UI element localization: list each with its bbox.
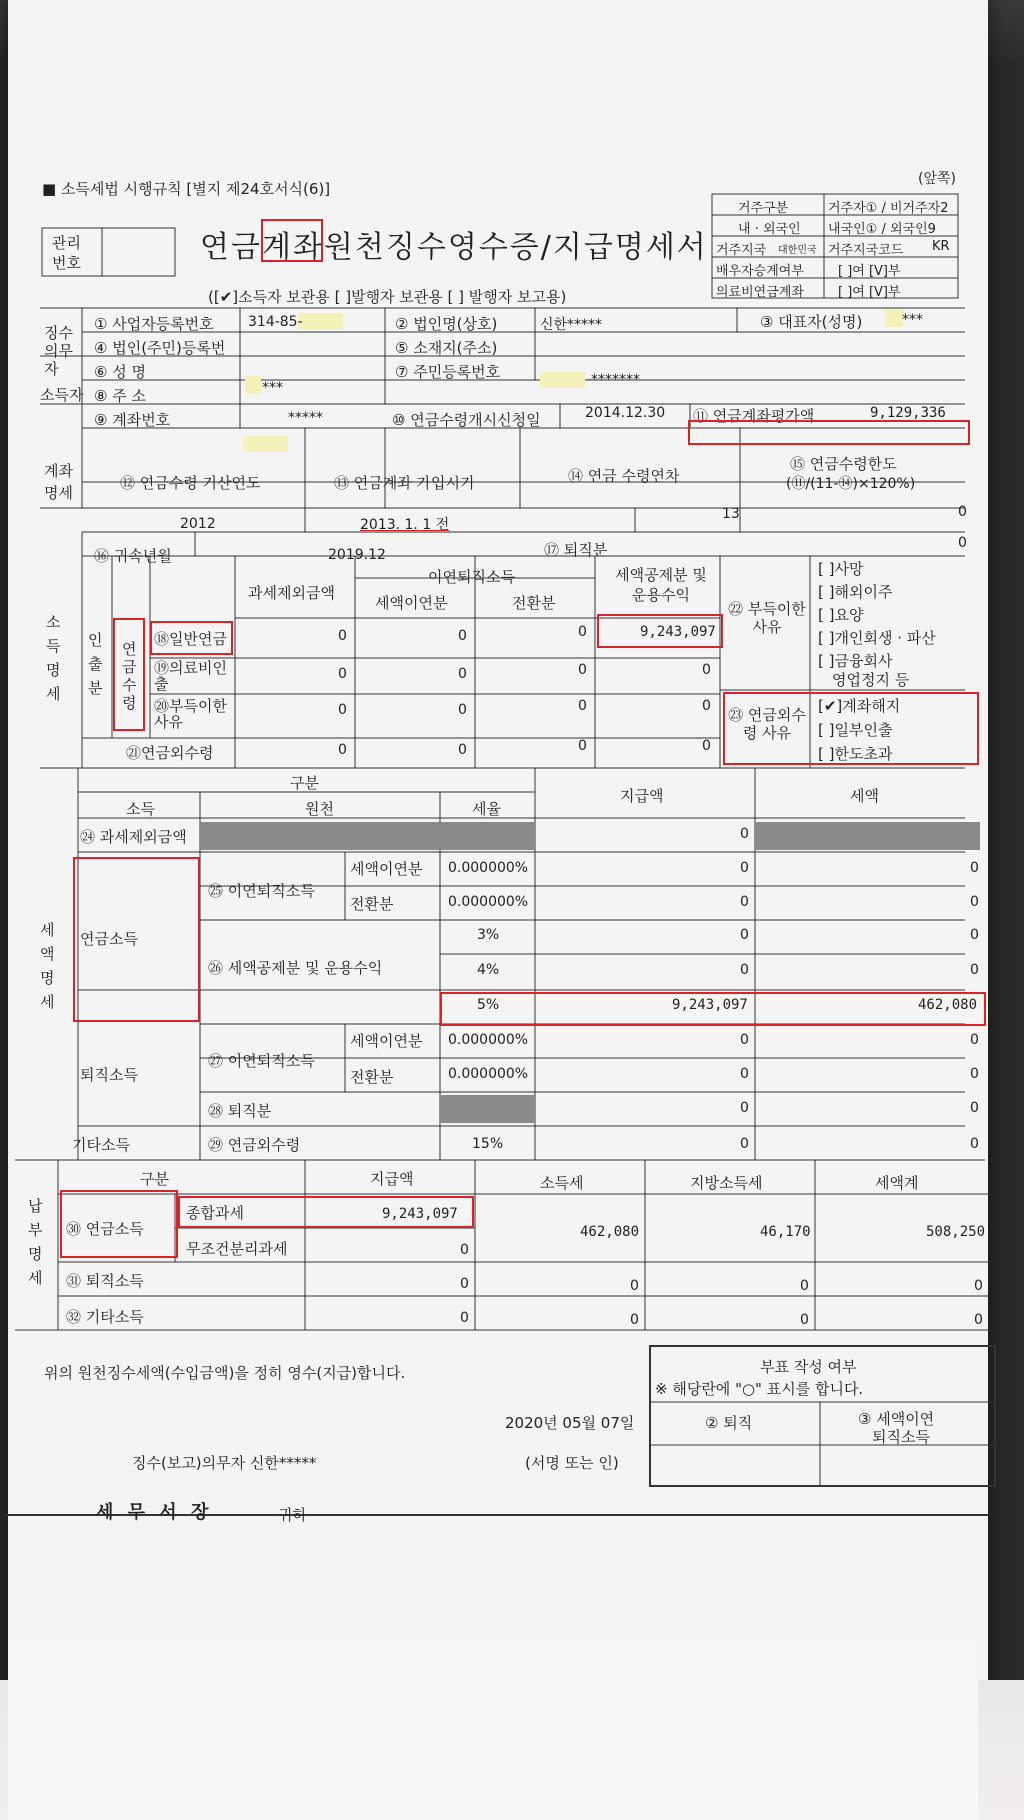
residency-value: 거주자① / 비거주자2 — [828, 201, 949, 216]
pension-receipt-label: 연금수령 — [122, 640, 137, 712]
cell-value: 0 — [702, 698, 711, 714]
cell-rate: 0.000000% — [448, 894, 529, 910]
cell-value: 0 — [970, 860, 979, 876]
cell-value: 462,080 — [918, 997, 978, 1013]
country-code-value: KR — [932, 239, 950, 254]
cell-value: 0 — [970, 1032, 979, 1048]
sub-comprehensive-tax: 종합과세 — [186, 1204, 244, 1222]
country-code-label: 거주지국코드 — [828, 243, 904, 258]
cell-value: 0 — [740, 894, 749, 910]
withdrawal-label: 인출분 — [88, 631, 103, 697]
eval-amount-value: 9,129,336 — [870, 405, 946, 421]
cell-value: 0 — [630, 1278, 639, 1294]
tax-office-label: 세 무 서 장 — [96, 1502, 213, 1523]
cell-value: 0 — [970, 1100, 979, 1116]
highlight-box — [723, 692, 979, 765]
cell-rate: 15% — [472, 1136, 504, 1152]
section-earner: 소득자 — [40, 386, 84, 404]
reason-suspension: 영업정지 등 — [832, 671, 910, 689]
issue-date: 2020년 05월 07일 — [505, 1414, 635, 1432]
attachment-deferred: ③ 세액이연 — [858, 1410, 935, 1428]
shaded-cell — [440, 1095, 535, 1123]
col-rate: 세율 — [472, 800, 501, 818]
cell-value: 46,170 — [760, 1224, 811, 1240]
row-deferred-retirement: ㉕ 이연퇴직소득 — [208, 882, 315, 900]
medical-account-label: 의료비연금계좌 — [716, 285, 804, 300]
signature-note: (서명 또는 인) — [525, 1454, 619, 1472]
corp-name-value: 신한***** — [540, 317, 603, 333]
section-account: 계좌명세 — [44, 462, 73, 502]
pension-income-label: 연금소득 — [80, 930, 138, 948]
row-medical-withdrawal: ⑲의료비인출 — [154, 659, 227, 693]
retirement-value: 0 — [958, 535, 967, 551]
reason-account-close: [✔]계좌해지 — [818, 697, 901, 715]
cell-value: 0 — [970, 927, 979, 943]
cell-value: 462,080 — [580, 1224, 640, 1240]
sub-deferred: 세액이연분 — [350, 860, 423, 878]
cell-value: 0 — [740, 1066, 749, 1082]
col-deferred-retirement: 이연퇴직소득 — [428, 568, 515, 586]
col-group: 구분 — [140, 1170, 169, 1188]
cell-value: 0 — [458, 628, 467, 644]
cell-value: 0 — [630, 1312, 639, 1328]
non-pension-reason-label: ㉓ 연금외수령 사유 — [728, 706, 806, 742]
row-tax-credit-return: ㉖ 세액공제분 및 운용수익 — [208, 959, 383, 977]
name-value: *** — [262, 380, 283, 396]
redaction-mark — [298, 313, 343, 329]
cell-value: 0 — [338, 742, 347, 758]
col-group: 구분 — [290, 774, 319, 792]
row-nontaxable: ㉔ 과세제외금액 — [80, 828, 187, 846]
biz-no-label: ① 사업자등록번호 — [94, 315, 214, 333]
cell-value: 0 — [970, 962, 979, 978]
cell-value: 9,243,097 — [672, 997, 748, 1013]
corp-reg-label: ④ 법인(주민)등록번 — [94, 339, 226, 357]
join-date-value: 2013. 1. 1 전 — [360, 517, 450, 533]
start-date-label: ⑩ 연금수령개시신청일 — [392, 411, 541, 429]
cell-rate: 0.000000% — [448, 1032, 529, 1048]
rrn-label: ⑦ 주민등록번호 — [395, 363, 501, 381]
section-tax: 세액명세 — [40, 921, 55, 1011]
pension-limit-label: ⑮ 연금수령한도 — [790, 455, 897, 473]
cell-value: 0 — [460, 1310, 469, 1326]
row-general-pension: ⑱일반연금 — [154, 630, 227, 648]
sub-converted: 전환분 — [350, 895, 394, 913]
base-year-label: ⑫ 연금수령 기산연도 — [120, 474, 261, 492]
cell-value: 508,250 — [926, 1224, 986, 1240]
cell-value: 0 — [800, 1312, 809, 1328]
location-label: ⑤ 소재지(주소) — [395, 339, 498, 357]
highlight-box — [597, 614, 723, 648]
row-other-income: ㉜ 기타소득 — [66, 1308, 144, 1326]
reason-partial-withdrawal: [ ]일부인출 — [818, 721, 893, 739]
highlight-box — [73, 857, 200, 1022]
attachment-deferred: 퇴직소득 — [872, 1428, 930, 1446]
sub-converted: 전환분 — [350, 1068, 394, 1086]
cell-value: 0 — [460, 1276, 469, 1292]
residence-country-label: 거주지국 — [716, 243, 767, 258]
row-retirement-income: ㉛ 퇴직소득 — [66, 1272, 144, 1290]
cell-rate: 5% — [477, 997, 500, 1013]
pension-years-label: ⑭ 연금 수령연차 — [568, 467, 680, 485]
col-total-tax: 세액계 — [875, 1174, 919, 1192]
cell-value: 0 — [578, 662, 587, 678]
mgmt-number-label: 번호 — [52, 254, 81, 272]
name-label: ⑥ 성 명 — [94, 363, 146, 381]
cell-value: 0 — [970, 1066, 979, 1082]
pension-years-value: 13 — [722, 506, 740, 522]
cell-value: 0 — [740, 927, 749, 943]
cell-value: 0 — [800, 1278, 809, 1294]
cell-value: 0 — [970, 1136, 979, 1152]
page-side-label: (앞쪽) — [918, 171, 956, 187]
cell-value: 0 — [458, 666, 467, 682]
cell-value: 0 — [740, 1032, 749, 1048]
reason-medical-care: [ ]요양 — [818, 606, 864, 624]
join-date-label: ⑬ 연금계좌 가입시기 — [334, 474, 475, 492]
cell-value: 0 — [458, 742, 467, 758]
cell-value: 0 — [338, 628, 347, 644]
cell-value: 0 — [338, 702, 347, 718]
attachment-retirement: ② 퇴직 — [705, 1414, 753, 1432]
address-label: ⑧ 주 소 — [94, 387, 146, 405]
section-withholder: 징수의무자 — [44, 324, 73, 378]
receipt-statement: 위의 원천징수세액(수입금액)을 정히 영수(지급)합니다. — [44, 1364, 406, 1382]
cell-value: 0 — [970, 894, 979, 910]
unavoidable-reason-label: ㉒ 부득이한 사유 — [728, 600, 806, 636]
form-reference: ■ 소득세법 시행규칙 [별지 제24호서식(6)] — [42, 180, 331, 198]
redaction-mark — [540, 372, 585, 388]
residence-country-value: 대한민국 — [778, 245, 817, 256]
col-converted-part: 전환분 — [512, 594, 556, 612]
highlight-box — [113, 618, 145, 731]
cell-value: 0 — [578, 624, 587, 640]
eval-amount-label: ⑪ 연금계좌평가액 — [693, 407, 815, 425]
cell-value: 0 — [460, 1242, 469, 1258]
highlight-box — [150, 621, 233, 655]
page-title: 연금계좌원천징수영수증/지급명세서 — [200, 230, 708, 265]
redaction-mark — [243, 436, 288, 452]
redaction-mark — [245, 376, 261, 394]
col-income-tax: 소득세 — [540, 1174, 584, 1192]
col-deferred-part: 세액이연분 — [375, 594, 448, 612]
spouse-succession-value: [ ]여 [V]부 — [838, 264, 901, 279]
retirement-label: ⑰ 퇴직분 — [544, 541, 608, 559]
representative-value: *** — [902, 312, 923, 328]
withholder-signature-line: 징수(보고)의무자 신한***** — [132, 1454, 317, 1472]
cell-value: 0 — [740, 826, 749, 842]
account-no-label: ⑨ 계좌번호 — [94, 411, 171, 429]
cell-value: 0 — [702, 662, 711, 678]
cell-value: 9,243,097 — [640, 624, 716, 640]
col-payment: 지급액 — [620, 787, 664, 805]
row-unavoidable: ⑳부득이한사유 — [154, 697, 227, 731]
col-tax: 세액 — [850, 787, 879, 805]
cell-value: 0 — [740, 962, 749, 978]
highlight-box — [440, 992, 986, 1026]
cell-value: 0 — [740, 860, 749, 876]
honorific: 귀하 — [278, 1506, 307, 1524]
nationality-value: 내국인① / 외국인9 — [828, 222, 936, 237]
cell-value: 0 — [578, 698, 587, 714]
cell-value: 0 — [974, 1278, 983, 1294]
col-payment: 지급액 — [370, 1170, 414, 1188]
section-payment: 납부명세 — [28, 1197, 43, 1287]
residency-label: 거주구분 — [738, 201, 789, 216]
biz-no-value: 314-85- — [248, 314, 303, 330]
section-income: 소득명세 — [46, 613, 61, 703]
corp-name-label: ② 법인명(상호) — [395, 315, 498, 333]
cell-value: 0 — [702, 738, 711, 754]
rrn-value: -******* — [586, 372, 641, 388]
highlight-box — [178, 1196, 474, 1228]
cell-rate: 3% — [477, 927, 500, 943]
cell-value: 0 — [338, 666, 347, 682]
redaction-mark — [885, 309, 903, 327]
attr-month-value: 2019.12 — [328, 547, 386, 563]
col-nontaxable: 과세제외금액 — [248, 584, 335, 602]
reason-financial-co: [ ]금융회사 — [818, 652, 893, 670]
retirement-income-label: 퇴직소득 — [80, 1066, 138, 1084]
other-income-label: 기타소득 — [72, 1136, 130, 1154]
cell-rate: 0.000000% — [448, 860, 529, 876]
col-income: 소득 — [126, 800, 155, 818]
row-pension-income: ㉚ 연금소득 — [66, 1220, 144, 1238]
row-non-pension: ㉑연금외수령 — [126, 744, 214, 762]
highlight-box — [60, 1190, 178, 1258]
reason-bankruptcy: [ ]개인회생 · 파산 — [818, 629, 936, 647]
col-source: 원천 — [305, 800, 334, 818]
cell-value: 9,243,097 — [382, 1206, 458, 1222]
representative-label: ③ 대표자(성명) — [760, 313, 863, 331]
pension-limit-formula: (⑪/(11-⑭)×120%) — [786, 476, 916, 492]
start-date-value: 2014.12.30 — [585, 405, 666, 421]
spouse-succession-label: 배우자승계여부 — [716, 264, 804, 279]
row-deferred-retirement-2: ㉗ 이연퇴직소득 — [208, 1052, 315, 1070]
col-tax-credit-return: 세액공제분 및 운용수익 — [615, 566, 707, 604]
shaded-cell — [200, 822, 535, 850]
reason-limit-exceeded: [ ]한도초과 — [818, 745, 893, 763]
pension-limit-value: 0 — [958, 504, 967, 520]
reason-emigration: [ ]해외이주 — [818, 583, 893, 601]
shaded-cell — [755, 822, 980, 850]
sub-separate-tax: 무조건분리과세 — [186, 1240, 288, 1258]
col-local-tax: 지방소득세 — [690, 1174, 763, 1192]
nationality-label: 내 · 외국인 — [738, 222, 801, 237]
highlight-box — [688, 420, 970, 445]
sub-deferred: 세액이연분 — [350, 1032, 423, 1050]
base-year-value: 2012 — [180, 516, 216, 532]
medical-account-value: [ ]여 [V]부 — [838, 285, 901, 300]
cell-rate: 0.000000% — [448, 1066, 529, 1082]
cell-value: 0 — [458, 702, 467, 718]
cell-rate: 4% — [477, 962, 500, 978]
copy-type-options: ([✔]소득자 보관용 [ ]발행자 보관용 [ ] 발행자 보고용) — [208, 288, 567, 306]
row-retirement-part: ㉘ 퇴직분 — [208, 1102, 272, 1120]
highlight-box — [261, 219, 323, 262]
account-no-value: ***** — [288, 410, 323, 426]
cell-value: 0 — [578, 738, 587, 754]
cell-value: 0 — [740, 1100, 749, 1116]
attachment-note: ※ 해당란에 "○" 표시를 합니다. — [655, 1380, 864, 1398]
mgmt-number-label: 관리 — [52, 234, 81, 252]
cell-value: 0 — [974, 1312, 983, 1328]
cell-value: 0 — [740, 1136, 749, 1152]
attr-month-label: ⑯ 귀속년월 — [94, 547, 172, 565]
row-non-pension-receipt: ㉙ 연금외수령 — [208, 1136, 301, 1154]
attachment-title: 부표 작성 여부 — [760, 1358, 857, 1376]
reason-death: [ ]사망 — [818, 560, 864, 578]
